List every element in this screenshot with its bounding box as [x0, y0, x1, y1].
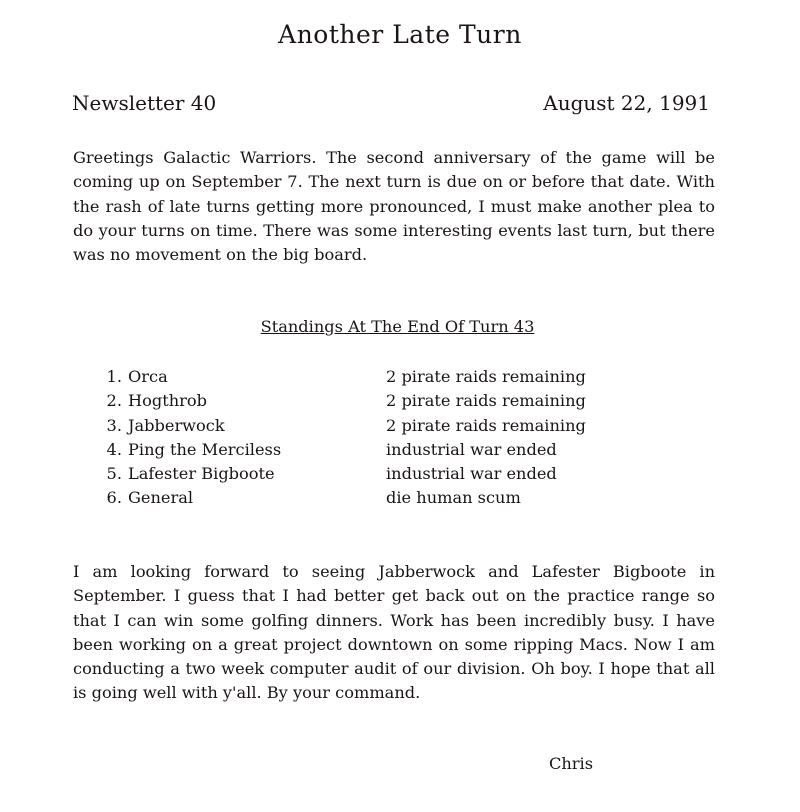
standing-rank: 4. — [106, 439, 122, 459]
standings-row — [96, 414, 656, 438]
standing-rank: 6. — [106, 488, 122, 508]
standings-heading: Standings At The End Of Turn 43 — [260, 317, 535, 336]
standings-row — [96, 365, 656, 389]
standing-rank: 3. — [106, 415, 122, 435]
newsletter-issue: Newsletter 40 — [72, 91, 217, 115]
standings-row — [96, 389, 656, 413]
standing-name: Ping the Merciless — [128, 439, 282, 459]
standing-name: Orca — [128, 367, 168, 386]
newsletter-date: August 22, 1991 — [543, 91, 710, 115]
standing-status: 2 pirate raids remaining — [386, 391, 586, 411]
standing-name: Jabberwock — [128, 415, 225, 435]
newsletter-title: Another Late Turn — [278, 20, 522, 49]
standings-list — [96, 365, 656, 511]
standing-rank: 2. — [106, 391, 122, 411]
standing-name: Hogthrob — [128, 391, 208, 411]
standing-name: General — [128, 488, 194, 508]
standing-status: 2 pirate raids remaining — [386, 367, 586, 386]
intro-paragraph: Greetings Galactic Warriors. The second anniversary of the game will be coming up on September 7. The next turn is due on or before that date. With the rash of late turns getting more pronounced, I must make another plea to do your turns on time. There was some interesting events last turn, but there was no movement on the big board. — [73, 148, 715, 265]
signature: Chris — [549, 754, 594, 773]
closing-paragraph: I am looking forward to seeing Jabberwock and Lafester Bigboote in September. I guess that I had better get back out on the practice range so that I can win some golfing dinners. Work has been incredibly busy. I have been working on a great project downtown on some ripping Macs. Now I am conducting a two week computer audit of our division. Oh boy. I hope that all is going well with y'all. By your command. — [73, 562, 715, 703]
standing-rank: 1. — [106, 367, 122, 386]
standings-row — [96, 462, 656, 486]
standings-row — [96, 486, 656, 510]
standing-status: 2 pirate raids remaining — [386, 415, 586, 435]
standing-name: Lafester Bigboote — [128, 464, 275, 484]
standing-status: industrial war ended — [386, 439, 557, 459]
standing-status: die human scum — [386, 488, 521, 508]
standing-rank: 5. — [106, 464, 122, 484]
standings-row — [96, 438, 656, 462]
standing-status: industrial war ended — [386, 464, 557, 484]
